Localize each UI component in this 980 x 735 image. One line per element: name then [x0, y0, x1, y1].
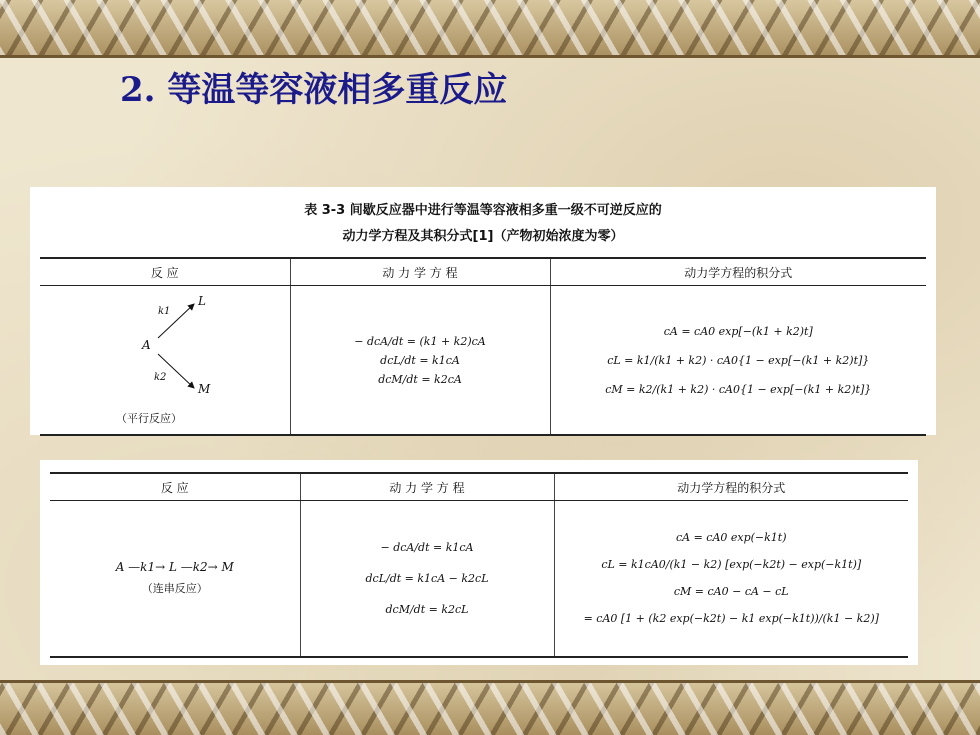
- integral-equation: cA = cA0 exp(−k1t): [675, 531, 787, 545]
- kinetic-equation: − dcA/dt = (k1 + k2)cA: [354, 334, 486, 348]
- header-reaction: 反 应: [50, 473, 300, 501]
- table-caption-line2: 动力学方程及其积分式[1]（产物初始浓度为零）: [342, 229, 624, 244]
- header-integral: 动力学方程的积分式: [554, 473, 908, 501]
- kinetics-cell: [290, 286, 550, 436]
- integral-cell: [550, 286, 926, 436]
- header-kinetics: 动 力 学 方 程: [290, 258, 550, 286]
- species-m: M: [198, 382, 211, 396]
- integral-equation: cA = cA0 exp[−(k1 + k2)t]: [663, 324, 813, 338]
- series-reaction-table: [50, 472, 908, 658]
- header-kinetics: 动 力 学 方 程: [300, 473, 554, 501]
- species-a: A: [142, 338, 151, 352]
- reaction-scheme-cell: [40, 286, 290, 436]
- reaction-scheme-cell: [50, 501, 300, 657]
- table-header-row: [40, 258, 926, 286]
- table-header-row: [50, 473, 908, 501]
- table-row: [40, 286, 926, 436]
- reaction-type-note: （连串反应）: [141, 582, 208, 596]
- decorative-border-top: [0, 0, 980, 58]
- parallel-scheme: [46, 290, 284, 430]
- table-parallel-panel: [30, 187, 936, 435]
- integral-cell: [554, 501, 908, 657]
- rate-constant-k1: k1: [158, 306, 171, 317]
- header-reaction: 反 应: [40, 258, 290, 286]
- kinetic-equation: dcM/dt = k2cL: [385, 602, 469, 616]
- reaction-type-note: （平行反应）: [116, 412, 182, 425]
- parallel-reaction-table: [40, 257, 926, 436]
- decorative-border-bottom: [0, 680, 980, 735]
- table-row: [50, 501, 908, 657]
- kinetic-equation: dcL/dt = k1cA: [380, 353, 460, 367]
- kinetic-equation: dcL/dt = k1cA − k2cL: [365, 571, 489, 585]
- table-caption-line1: 表 3-3 间歇反应器中进行等温等容液相多重一级不可逆反应的: [304, 203, 662, 218]
- kinetics-cell: [300, 501, 554, 657]
- slide-title: 2. 等温等容液相多重反应: [120, 70, 508, 110]
- integral-equation: cM = cA0 − cA − cL: [673, 585, 789, 599]
- integral-equation: = cA0 [1 + (k2 exp(−k2t) − k1 exp(−k1t))/(k1 − k2)]: [583, 612, 879, 626]
- integral-equation: cL = k1cA0/(k1 − k2) [exp(−k2t) − exp(−k1t)]: [601, 558, 862, 572]
- series-scheme: [56, 560, 294, 596]
- table-series-panel: [40, 460, 918, 665]
- integral-equation: cM = k2/(k1 + k2) · cA0{1 − exp[−(k1 + k2)t]}: [605, 382, 872, 396]
- species-l: L: [198, 294, 206, 308]
- kinetic-equation: − dcA/dt = k1cA: [380, 540, 474, 554]
- header-integral: 动力学方程的积分式: [550, 258, 926, 286]
- rate-constant-k2: k2: [154, 372, 167, 383]
- series-reaction-text: A —k1→ L —k2→ M: [115, 560, 234, 575]
- integral-equation: cL = k1/(k1 + k2) · cA0{1 − exp[−(k1 + k2)t]}: [607, 353, 870, 367]
- kinetic-equation: dcM/dt = k2cA: [378, 372, 462, 386]
